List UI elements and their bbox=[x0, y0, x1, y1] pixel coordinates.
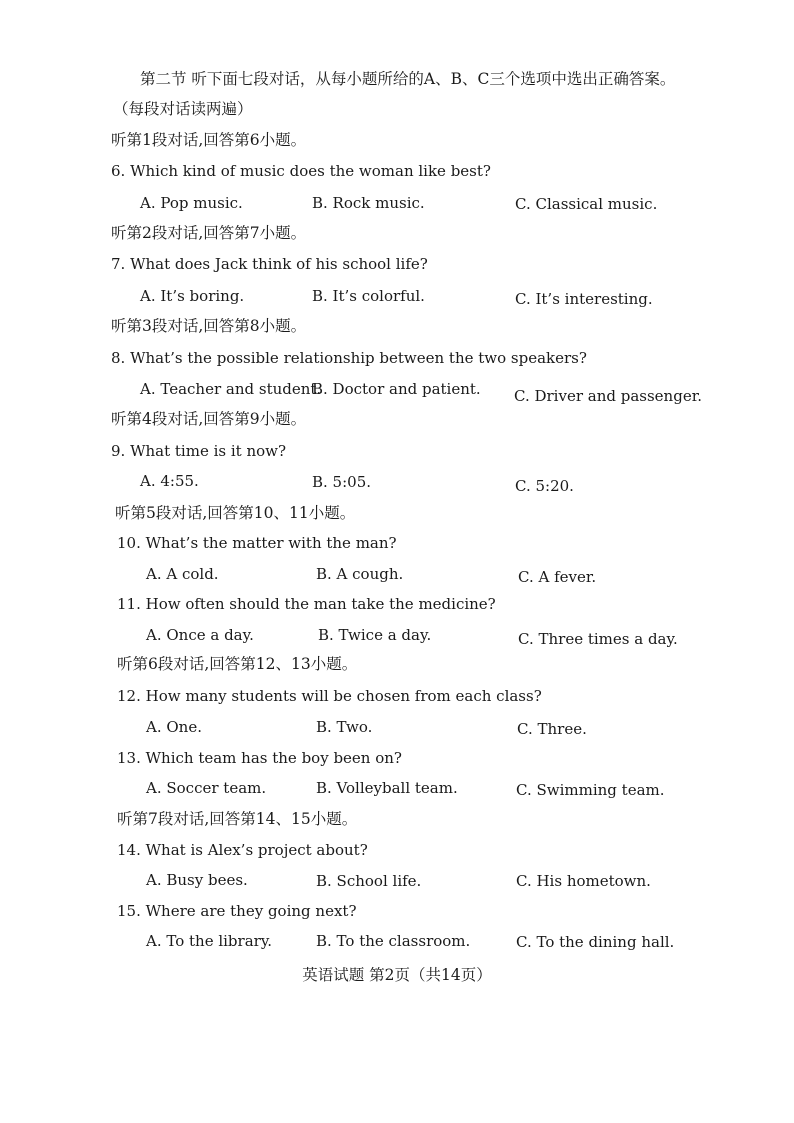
option-a: A. To the library. bbox=[146, 932, 273, 950]
dialogue-intro: 听第4段对话,回答第9小题。 bbox=[111, 410, 307, 428]
option-b: B. 5:05. bbox=[312, 473, 372, 491]
dialogue-intro: 听第7段对话,回答第14、15小题。 bbox=[117, 810, 358, 828]
option-c: C. 5:20. bbox=[515, 477, 574, 495]
option-a: A. Soccer team. bbox=[146, 779, 267, 797]
option-b: B. Doctor and patient. bbox=[312, 380, 481, 398]
option-a: A. 4:55. bbox=[140, 472, 199, 490]
section-title: 第二节 听下面七段对话，从每小题所给的A、B、C三个选项中选出正确答案。 bbox=[140, 70, 676, 88]
question-text: 14. What is Alex’s project about? bbox=[117, 841, 368, 859]
option-a: A. A cold. bbox=[146, 565, 219, 583]
option-b: B. It’s colorful. bbox=[312, 287, 425, 305]
option-c: C. A fever. bbox=[518, 568, 597, 586]
dialogue-intro: 听第2段对话,回答第7小题。 bbox=[111, 224, 307, 242]
question-text: 12. How many students will be chosen from each class? bbox=[117, 687, 542, 705]
option-a: A. Once a day. bbox=[146, 626, 254, 644]
question-text: 10. What’s the matter with the man? bbox=[117, 534, 397, 552]
option-b: B. A cough. bbox=[316, 565, 404, 583]
section-note: （每段对话读两遍） bbox=[113, 100, 253, 118]
dialogue-intro: 听第1段对话,回答第6小题。 bbox=[111, 131, 307, 149]
option-b: B. To the classroom. bbox=[316, 932, 471, 950]
option-b: B. Rock music. bbox=[312, 194, 425, 212]
option-c: C. It’s interesting. bbox=[515, 290, 653, 308]
option-c: C. To the dining hall. bbox=[516, 933, 675, 951]
dialogue-intro: 听第6段对话,回答第12、13小题。 bbox=[117, 655, 358, 673]
option-c: C. Three times a day. bbox=[518, 630, 678, 648]
option-c: C. Three. bbox=[517, 720, 587, 738]
option-a: A. Teacher and student. bbox=[140, 380, 322, 398]
option-b: B. Twice a day. bbox=[318, 626, 432, 644]
question-text: 15. Where are they going next? bbox=[117, 902, 357, 920]
option-a: A. One. bbox=[146, 718, 202, 736]
option-b: B. Volleyball team. bbox=[316, 779, 458, 797]
option-b: B. Two. bbox=[316, 718, 373, 736]
option-c: C. Swimming team. bbox=[516, 781, 665, 799]
option-b: B. School life. bbox=[316, 872, 422, 890]
option-c: C. Driver and passenger. bbox=[514, 387, 702, 405]
dialogue-intro: 听第5段对话,回答第10、11小题。 bbox=[115, 504, 356, 522]
option-a: A. Pop music. bbox=[140, 194, 243, 212]
question-text: 13. Which team has the boy been on? bbox=[117, 749, 402, 767]
option-a: A. It’s boring. bbox=[140, 287, 245, 305]
option-a: A. Busy bees. bbox=[146, 871, 248, 889]
question-text: 8. What’s the possible relationship between the two speakers? bbox=[111, 349, 587, 367]
question-text: 7. What does Jack think of his school life? bbox=[111, 255, 428, 273]
dialogue-intro: 听第3段对话,回答第8小题。 bbox=[111, 317, 307, 335]
question-text: 6. Which kind of music does the woman like best? bbox=[111, 162, 491, 180]
page-footer: 英语试题 第2页（共14页） bbox=[302, 966, 492, 984]
option-c: C. Classical music. bbox=[515, 195, 658, 213]
question-text: 9. What time is it now? bbox=[111, 442, 287, 460]
question-text: 11. How often should the man take the medicine? bbox=[117, 595, 496, 613]
option-c: C. His hometown. bbox=[516, 872, 651, 890]
